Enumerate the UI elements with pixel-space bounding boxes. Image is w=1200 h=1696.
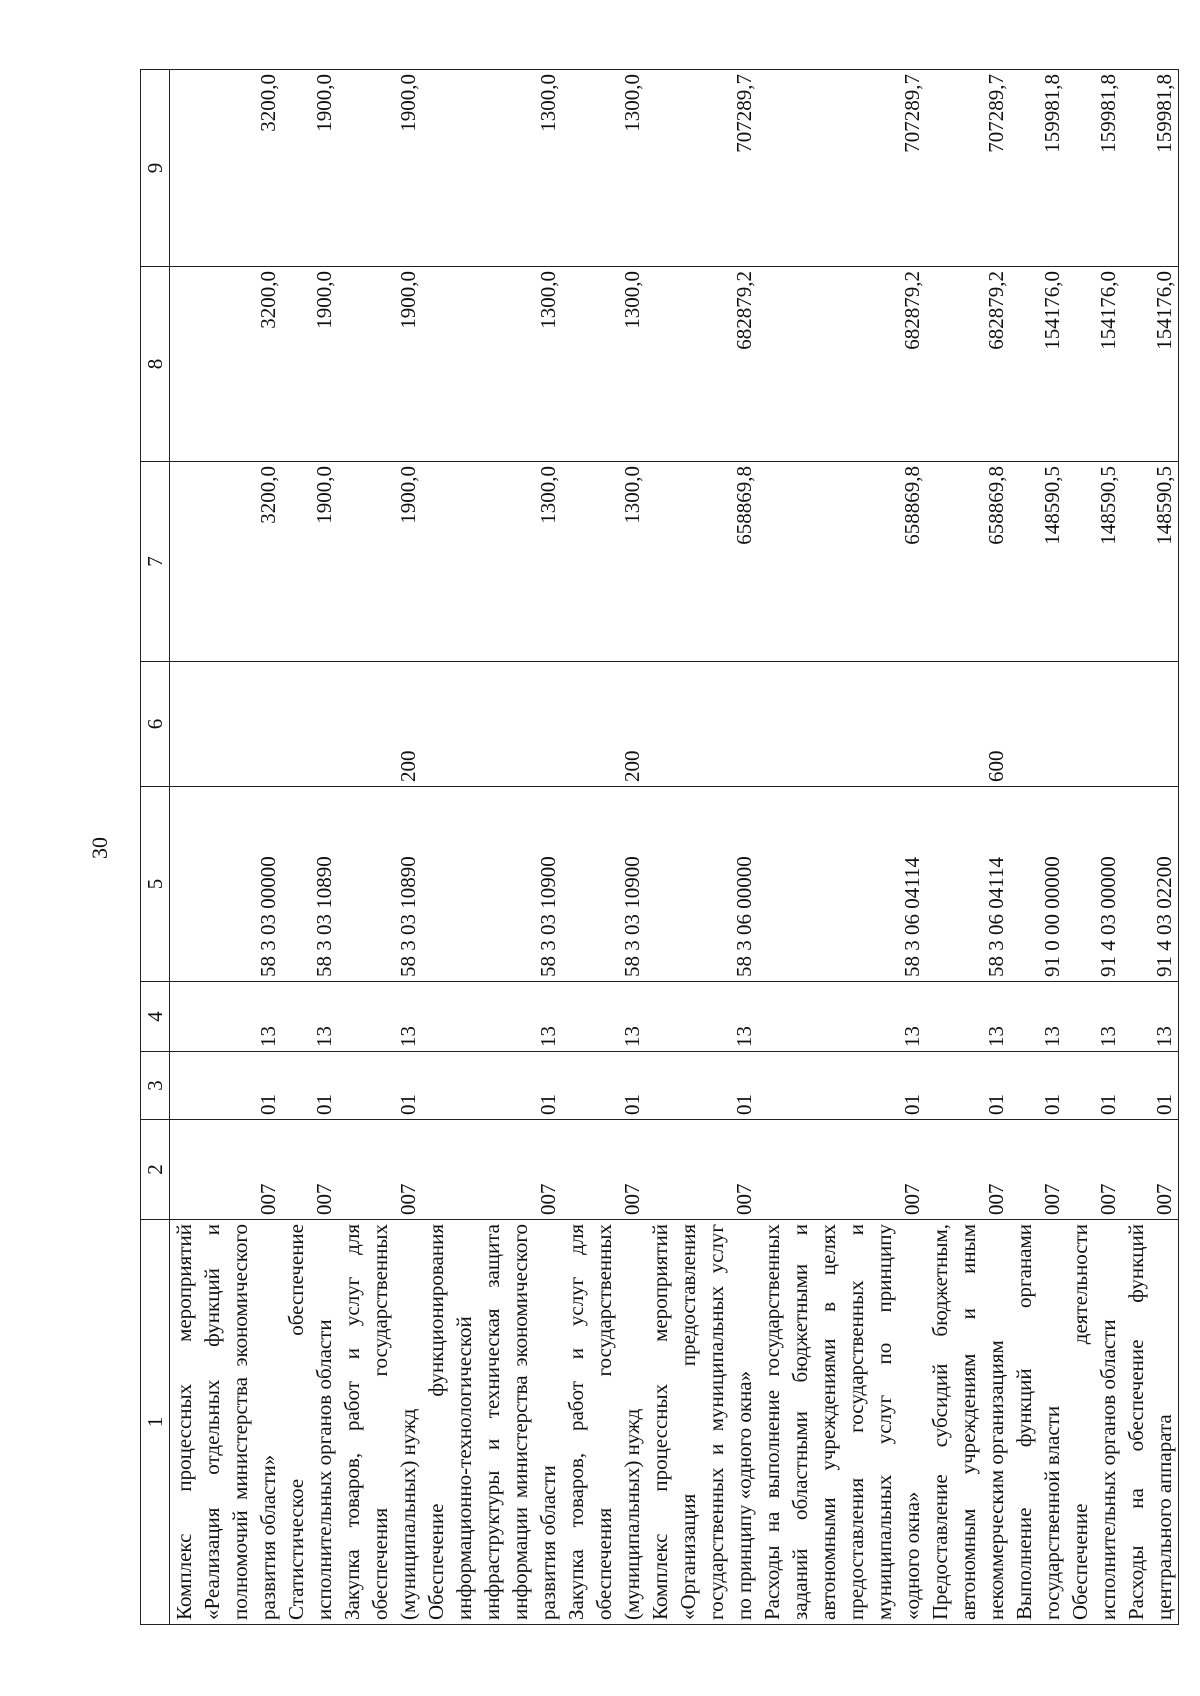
- grbs-cell: 007: [646, 1120, 758, 1220]
- target-article-cell: 58 3 03 10900: [562, 787, 646, 982]
- expense-type-cell: [282, 662, 338, 787]
- subsection-cell: 13: [646, 982, 758, 1052]
- column-header: 1: [141, 1220, 170, 1625]
- table-row: [646, 70, 758, 1625]
- section-cell: 01: [926, 1052, 1010, 1120]
- row-name-cell: Обеспечение функционирования информационно-технологической инфраструктуры и техническая защита информации министерства экономического развития области: [422, 1220, 562, 1625]
- row-name-cell: Закупка товаров, работ и услуг для обеспечения государственных (муниципальных) нужд: [338, 1220, 422, 1625]
- section-cell: 01: [646, 1052, 758, 1120]
- expense-type-cell: 200: [338, 662, 422, 787]
- section-cell: 01: [282, 1052, 338, 1120]
- table-row: [338, 70, 422, 1625]
- amount-year1-cell: 1300,0: [562, 462, 646, 662]
- table-row: [422, 70, 562, 1625]
- table-body: [170, 70, 1179, 1625]
- section-cell: 01: [1066, 1052, 1122, 1120]
- amount-year2-cell: 1900,0: [338, 267, 422, 462]
- column-header: 4: [141, 982, 170, 1052]
- expense-type-cell: 600: [926, 662, 1010, 787]
- amount-year3-cell: 1300,0: [562, 70, 646, 267]
- expense-type-cell: 200: [562, 662, 646, 787]
- section-cell: 01: [562, 1052, 646, 1120]
- amount-year2-cell: 1300,0: [562, 267, 646, 462]
- grbs-cell: 007: [422, 1120, 562, 1220]
- expense-type-cell: [758, 662, 926, 787]
- target-article-cell: 91 4 03 02200: [1122, 787, 1179, 982]
- amount-year1-cell: 148590,5: [1122, 462, 1179, 662]
- amount-year3-cell: 159981,8: [1122, 70, 1179, 267]
- amount-year1-cell: 1900,0: [338, 462, 422, 662]
- row-name-cell: Закупка товаров, работ и услуг для обеспечения государственных (муниципальных) нужд: [562, 1220, 646, 1625]
- expense-type-cell: [646, 662, 758, 787]
- expense-type-cell: [170, 662, 283, 787]
- table-row: [926, 70, 1010, 1625]
- amount-year1-cell: 1900,0: [282, 462, 338, 662]
- subsection-cell: 13: [1066, 982, 1122, 1052]
- rotated-table-container: [140, 70, 1176, 1625]
- subsection-cell: 13: [282, 982, 338, 1052]
- expense-type-cell: [1122, 662, 1179, 787]
- amount-year1-cell: 658869,8: [758, 462, 926, 662]
- column-header: 9: [141, 70, 170, 267]
- amount-year1-cell: 3200,0: [170, 462, 283, 662]
- row-name-cell: Расходы на выполнение государственных заданий областными бюджетными и автономными учреждениями в целях предоставления государственных и муниципальных услуг по принципу «одного окна»: [758, 1220, 926, 1625]
- amount-year3-cell: 707289,7: [926, 70, 1010, 267]
- amount-year1-cell: 658869,8: [646, 462, 758, 662]
- expense-type-cell: [1066, 662, 1122, 787]
- amount-year2-cell: 3200,0: [170, 267, 283, 462]
- row-name-cell: Выполнение функций органами государственной власти: [1010, 1220, 1066, 1625]
- amount-year1-cell: 148590,5: [1066, 462, 1122, 662]
- target-article-cell: 58 3 06 04114: [926, 787, 1010, 982]
- table-row: [282, 70, 338, 1625]
- table-row: [562, 70, 646, 1625]
- subsection-cell: 13: [758, 982, 926, 1052]
- column-header: 5: [141, 787, 170, 982]
- table-row: [1010, 70, 1066, 1625]
- amount-year3-cell: 3200,0: [170, 70, 283, 267]
- section-cell: 01: [1122, 1052, 1179, 1120]
- target-article-cell: 58 3 03 10890: [338, 787, 422, 982]
- subsection-cell: 13: [338, 982, 422, 1052]
- row-name-cell: Комплекс процессных мероприятий «Организация предоставления государственных и муниципальных услуг по принципу «одного окна»: [646, 1220, 758, 1625]
- amount-year1-cell: 1300,0: [422, 462, 562, 662]
- target-article-cell: 58 3 06 04114: [758, 787, 926, 982]
- row-name-cell: Расходы на обеспечение функций центрального аппарата: [1122, 1220, 1179, 1625]
- column-header: 8: [141, 267, 170, 462]
- amount-year3-cell: 159981,8: [1010, 70, 1066, 267]
- table-row: [170, 70, 283, 1625]
- grbs-cell: 007: [758, 1120, 926, 1220]
- budget-table: [140, 69, 1179, 1625]
- amount-year2-cell: 1300,0: [422, 267, 562, 462]
- amount-year2-cell: 154176,0: [1066, 267, 1122, 462]
- grbs-cell: 007: [1010, 1120, 1066, 1220]
- amount-year1-cell: 658869,8: [926, 462, 1010, 662]
- amount-year3-cell: 1300,0: [422, 70, 562, 267]
- table-row: [1122, 70, 1179, 1625]
- column-header: 7: [141, 462, 170, 662]
- amount-year2-cell: 682879,2: [646, 267, 758, 462]
- subsection-cell: 13: [926, 982, 1010, 1052]
- amount-year3-cell: 1900,0: [338, 70, 422, 267]
- column-header: 6: [141, 662, 170, 787]
- section-cell: 01: [758, 1052, 926, 1120]
- amount-year3-cell: 707289,7: [646, 70, 758, 267]
- grbs-cell: 007: [562, 1120, 646, 1220]
- section-cell: 01: [1010, 1052, 1066, 1120]
- row-name-cell: Обеспечение деятельности исполнительных органов области: [1066, 1220, 1122, 1625]
- amount-year3-cell: 1900,0: [282, 70, 338, 267]
- amount-year2-cell: 682879,2: [926, 267, 1010, 462]
- section-cell: 01: [170, 1052, 283, 1120]
- grbs-cell: 007: [1066, 1120, 1122, 1220]
- row-name-cell: Предоставление субсидий бюджетным, автономным учреждениям и иным некоммерческим организациям: [926, 1220, 1010, 1625]
- amount-year3-cell: 159981,8: [1066, 70, 1122, 267]
- table-row: [758, 70, 926, 1625]
- row-name-cell: Комплекс процессных мероприятий «Реализация отдельных функций и полномочий министерства экономического развития области»: [170, 1220, 283, 1625]
- grbs-cell: 007: [926, 1120, 1010, 1220]
- target-article-cell: 91 0 00 00000: [1010, 787, 1066, 982]
- amount-year2-cell: 154176,0: [1010, 267, 1066, 462]
- amount-year3-cell: 707289,7: [758, 70, 926, 267]
- subsection-cell: 13: [1122, 982, 1179, 1052]
- subsection-cell: 13: [170, 982, 283, 1052]
- amount-year1-cell: 148590,5: [1010, 462, 1066, 662]
- grbs-cell: 007: [282, 1120, 338, 1220]
- subsection-cell: 13: [1010, 982, 1066, 1052]
- header-row: [141, 70, 170, 1625]
- grbs-cell: 007: [1122, 1120, 1179, 1220]
- grbs-cell: 007: [338, 1120, 422, 1220]
- subsection-cell: 13: [562, 982, 646, 1052]
- row-name-cell: Статистическое обеспечение исполнительных органов области: [282, 1220, 338, 1625]
- target-article-cell: 58 3 03 10890: [282, 787, 338, 982]
- column-header: 3: [141, 1052, 170, 1120]
- section-cell: 01: [422, 1052, 562, 1120]
- target-article-cell: 58 3 06 00000: [646, 787, 758, 982]
- table-row: [1066, 70, 1122, 1625]
- amount-year2-cell: 682879,2: [758, 267, 926, 462]
- amount-year2-cell: 1900,0: [282, 267, 338, 462]
- expense-type-cell: [1010, 662, 1066, 787]
- page-number: 30: [87, 837, 112, 859]
- target-article-cell: 58 3 03 10900: [422, 787, 562, 982]
- grbs-cell: 007: [170, 1120, 283, 1220]
- amount-year2-cell: 154176,0: [1122, 267, 1179, 462]
- section-cell: 01: [338, 1052, 422, 1120]
- target-article-cell: 58 3 03 00000: [170, 787, 283, 982]
- expense-type-cell: [422, 662, 562, 787]
- subsection-cell: 13: [422, 982, 562, 1052]
- target-article-cell: 91 4 03 00000: [1066, 787, 1122, 982]
- column-header: 2: [141, 1120, 170, 1220]
